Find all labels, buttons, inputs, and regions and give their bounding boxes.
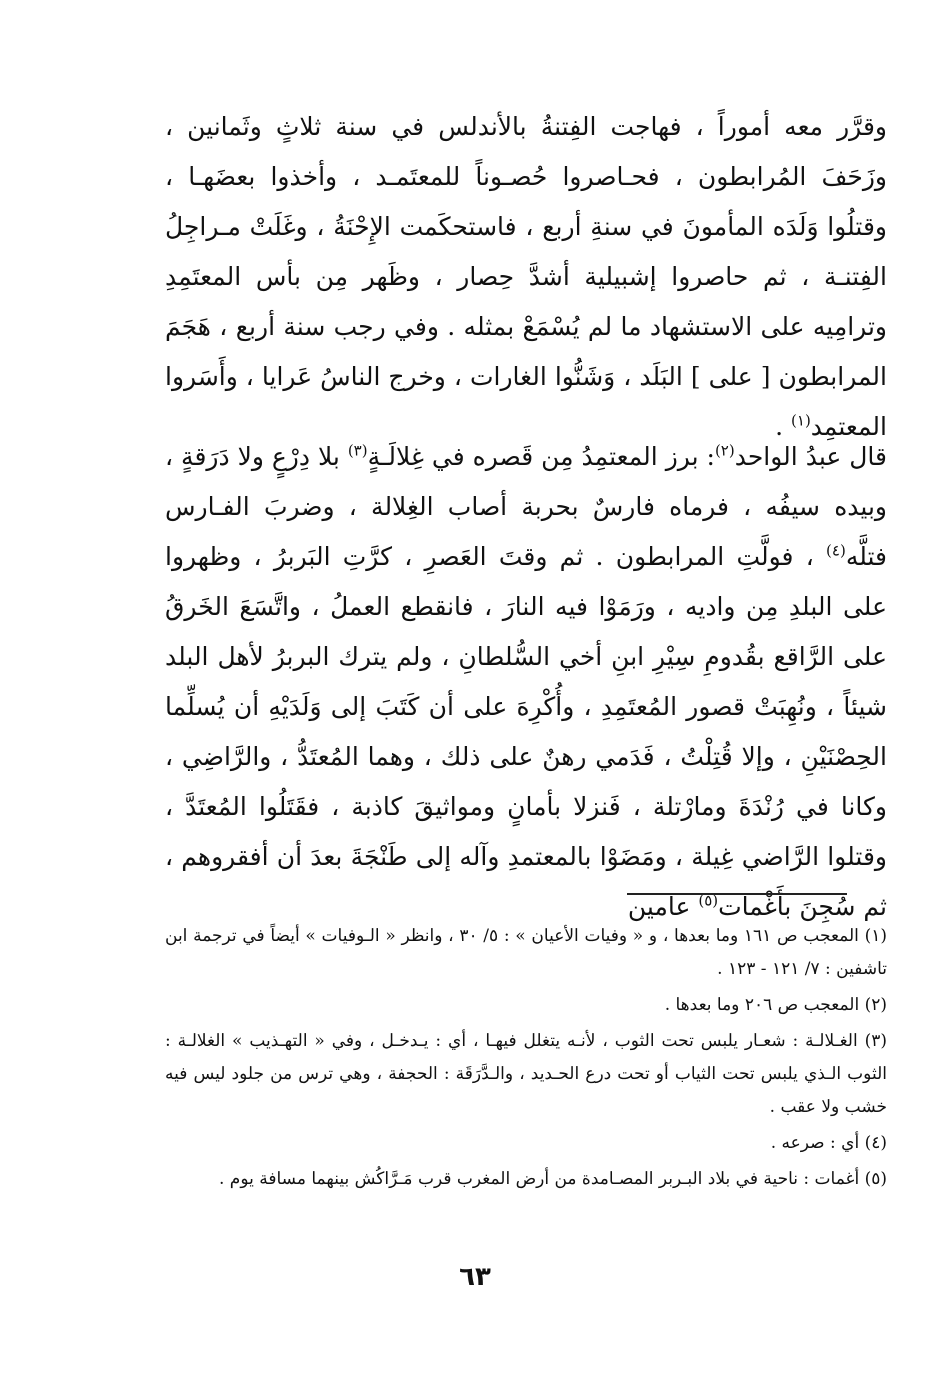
paragraph-text: ، فولَّتِ المرابطون . ثم وقتَ العَصرِ ، كرَّتِ البَربرُ ، وظهروا على البلدِ مِن واديه ، ورَمَوْا فيه النارَ ، فانقطع العملُ ، واتَّسَعَ الخَرقُ على الرَّاقع بقُدومِ سِيْرِ ابنِ أخي السُّلطانِ ، ولم يترك البربرُ لأهل البلد شيئاً ، ونُهِبَتْ قصور المُعتَمِدِ ، وأُكْرِهَ على أن كَتَبَ إلى وَلَدَيْهِ أن يُسلِّما الحِصْنَيْنِ ، وإلا قُتِلْتُ ، فَدَمي رهنٌ على ذلك ، وهما المُعتَدُّ ، والرَّاضِي ، وكانا في رُنْدَةَ ومارْتلة ، فَنزلا بأمانٍ ومواثيقَ كاذبة ، فقَتَلُوا المُعتَدَّ ، وقتلوا الرَّاضي غِيلة ، ومَضَوْا بالمعتمدِ وآله إلى طَنْجَةَ بعدَ أن أفقروهم ، ثم سُجِنَ بأَغْمات [165, 542, 887, 921]
page-number: ٦٣ [459, 1262, 491, 1292]
footnote-separator [627, 893, 847, 895]
footnote-ref-4: (٤) [826, 541, 846, 560]
body-paragraph-2 [165, 432, 887, 932]
paragraph-text: قال عبدُ الواحد [734, 442, 887, 471]
footnote-3: (٣) الغـلالـة : شعـار يلبس تحت الثوب ، لأنـه يتغلل فيهـا ، أي : يـدخـل ، وفي « التهـذيب » الغلالـة : الثوب الـذي يلبس تحت الثياب أو تحت درع الحـديد ، والـدَّرَقَة : الحجفة ، وهي ترس من جلود ليس فيه خشب ولا عقب . [165, 1031, 887, 1117]
footnote-ref-1: (١) [791, 411, 811, 430]
footnote-1: (١) المعجب ص ١٦١ وما بعدها ، و « وفيات الأعيان » : ٥/ ٣٠ ، وانظر « الـوفيات » أيضاً في ترجمة ابن تاشفين : ٧/ ١٢١ - ١٢٣ . [165, 926, 887, 979]
footnotes [165, 920, 887, 1199]
paragraph-text: وقرَّر معه أموراً ، فهاجت الفِتنةُ بالأندلس في سنة ثلاثٍ وثَمانين ، وزَحَفَ المُرابطون ، فحـاصروا حُصـوناً للمعتَمـد ، وأخذوا بعضَهـا ، وقتلُوا وَلَدَه المأمونَ في سنةِ أربع ، فاستحكَمت الإِحْنَةُ ، وغَلَتْ مـراجِلُ الفِتنـة ، ثم حاصروا إشبيلية أشدَّ حِصار ، وظَهر مِن بأس المعتَمِدِ وترامِيه على الاستشهاد ما لم يُسْمَعْ بمثله . وفي رجب سنة أربع ، هَجَمَ المرابطون [ على ] البَلَد ، وَشَنُّوا الغارات ، وخرج الناسُ عَرايا ، وأَسَروا المعتمِد [165, 112, 887, 441]
footnote-2: (٢) المعجب ص ٢٠٦ وما بعدها . [664, 995, 887, 1015]
paragraph-text: . [775, 412, 792, 441]
footnote-4: (٤) أي : صرعه . [770, 1133, 887, 1153]
paragraph-text: : برز المعتمِدُ مِن قَصره في غِلالَـةٍ [367, 442, 715, 471]
paragraph-text: بلا دِرْعٍ ولا دَرَقةٍ ، وبيده سيفُه ، فرماه فارسٌ بحربة أصاب الغِلالة ، وضربَ الفـارس فتلَّه [165, 442, 887, 571]
footnote-ref-2: (٢) [714, 441, 735, 460]
footnote-ref-5: (٥) [698, 891, 719, 910]
body-paragraph-1 [165, 102, 887, 452]
footnote-ref-3: (٣) [347, 441, 368, 460]
footnote-5: (٥) أغمات : ناحية في بلاد البـربر المصـامدة من أرض المغرب قرب مَـرَّاكُش بينهما مسافة يوم . [219, 1169, 887, 1189]
paragraph-text: عامين [627, 892, 699, 921]
